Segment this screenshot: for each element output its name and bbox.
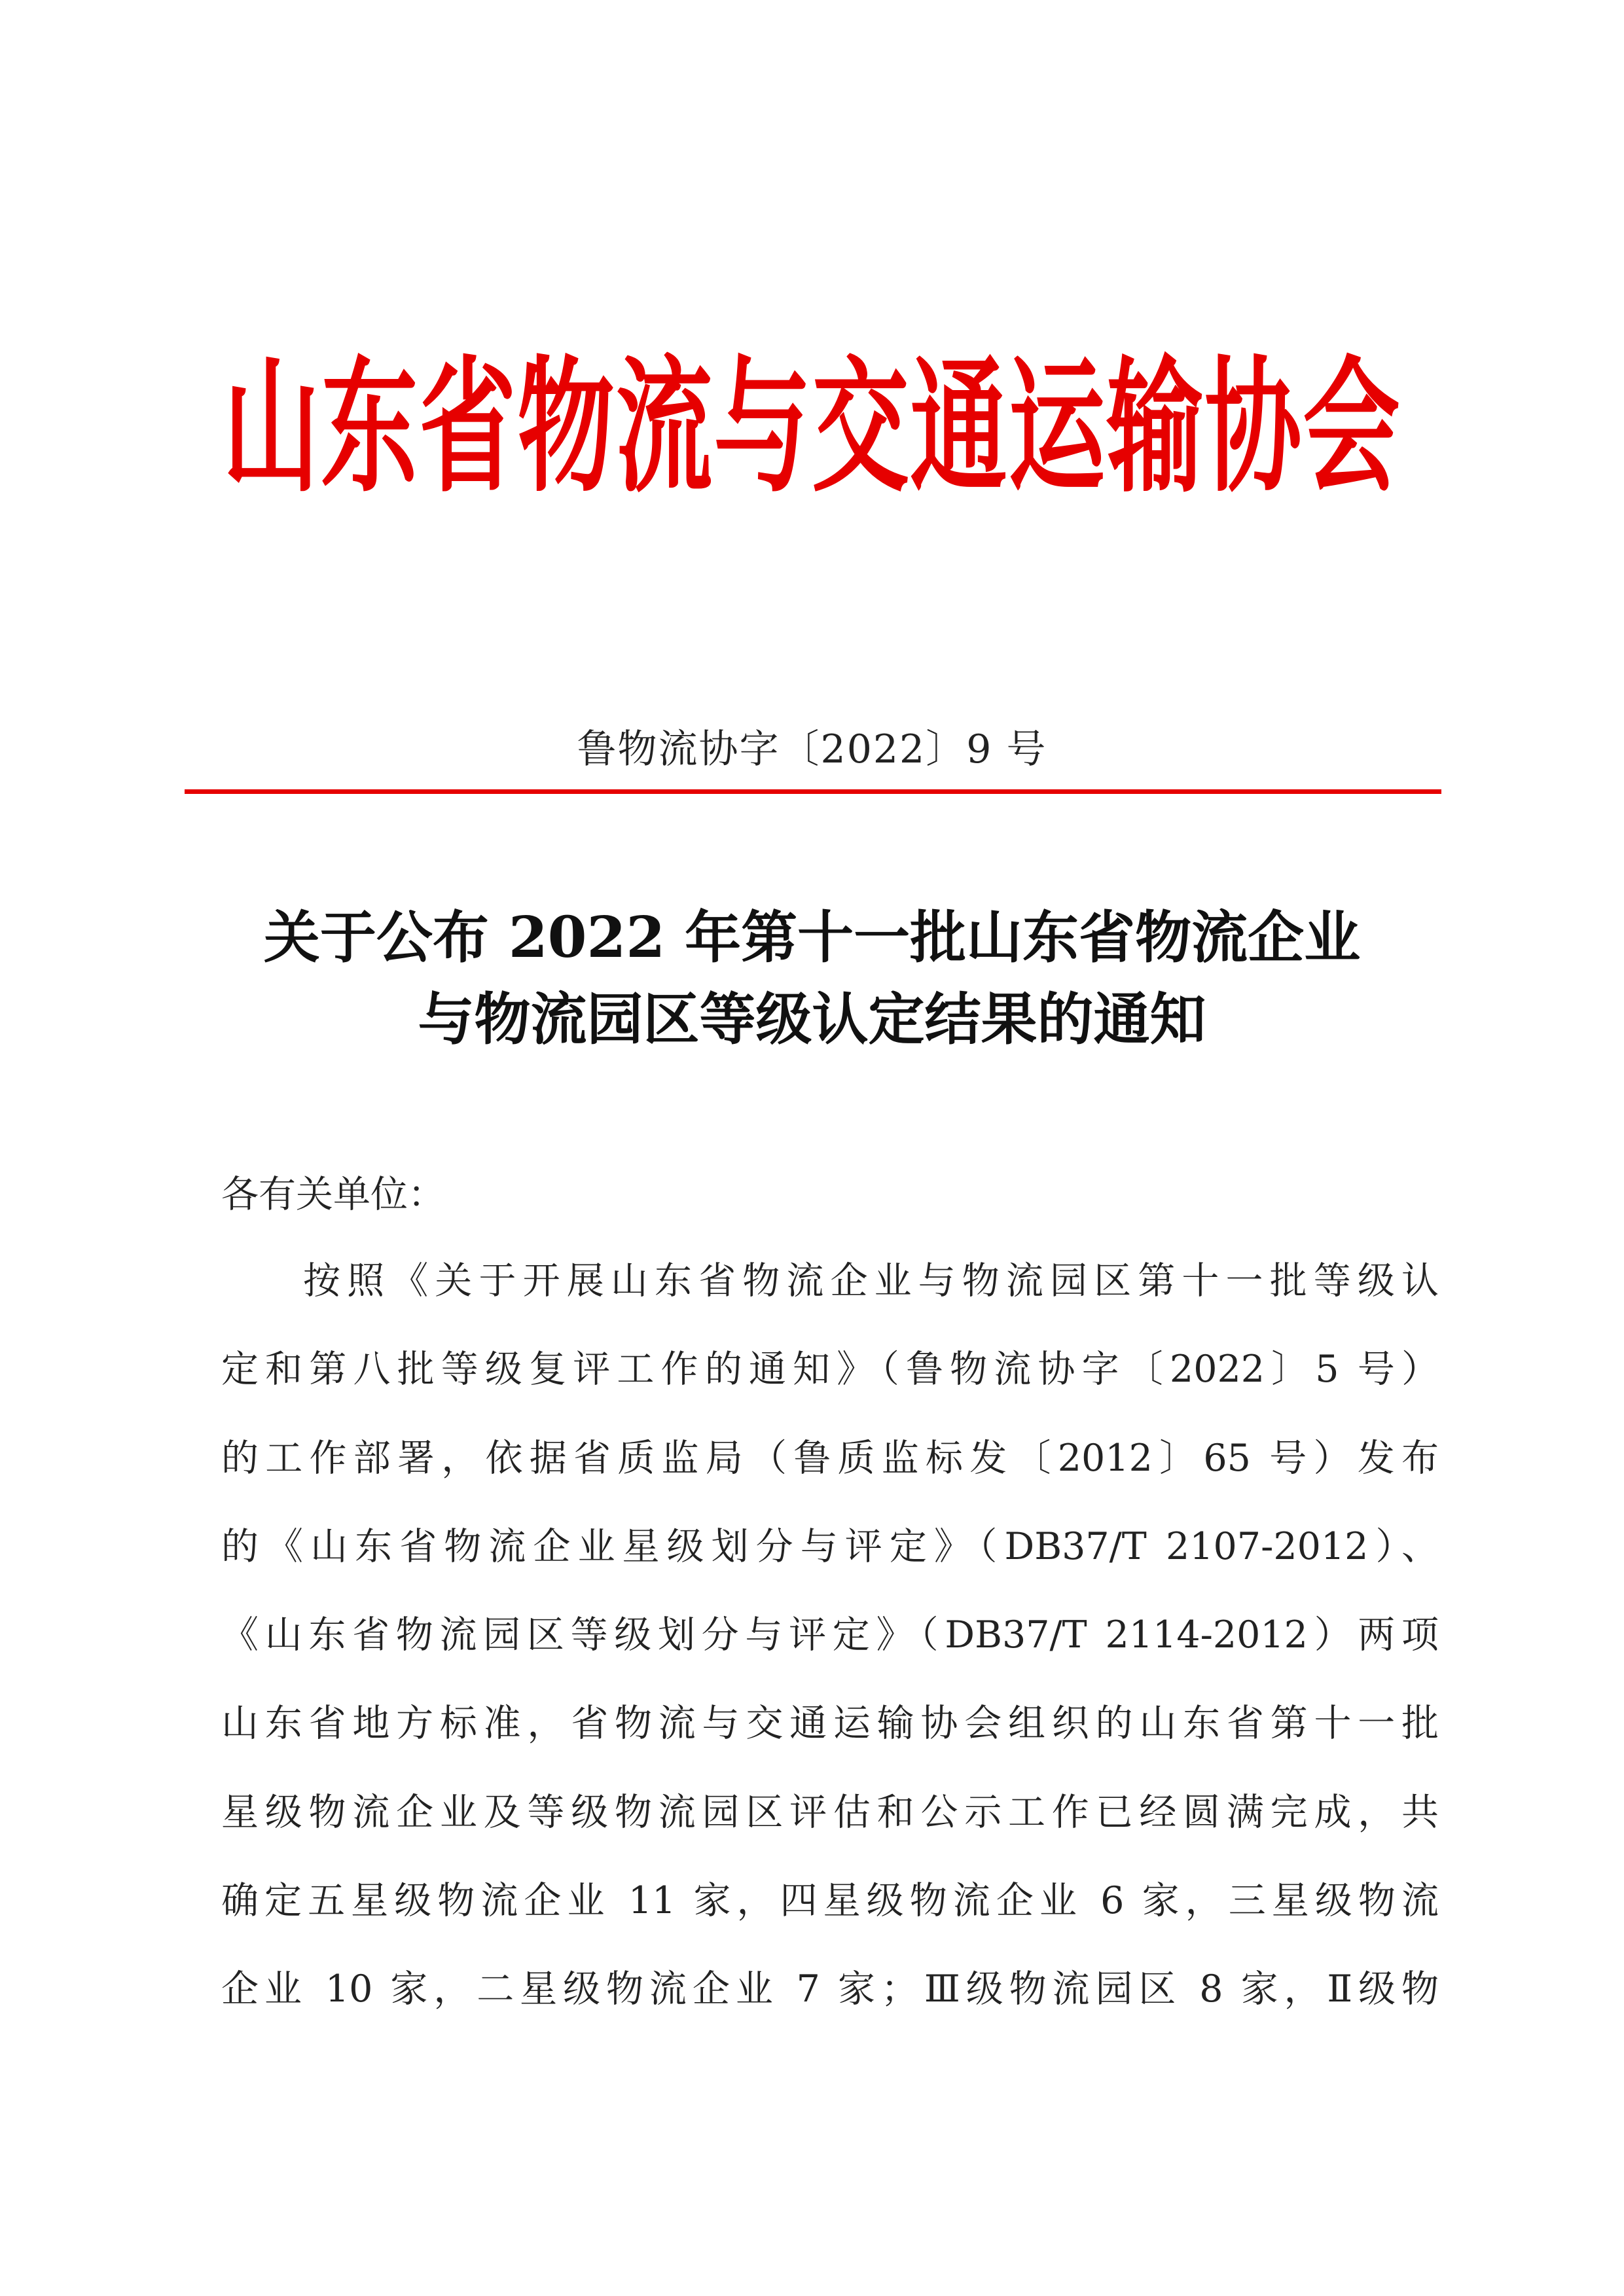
salutation: 各有关单位：: [221, 1173, 445, 1216]
document-title: [0, 897, 1624, 1060]
document-number: 鲁物流协字〔2022〕9 号: [577, 726, 1047, 772]
body-line: 《山东省物流园区等级划分与评定》（DB37/T 2114-2012）两项: [221, 1613, 1439, 1657]
body-paragraph: [221, 1255, 1439, 2052]
body-line: 的工作部署，依据省质监局（鲁质监标发〔2012〕65 号）发布: [221, 1436, 1439, 1480]
body-line: 星级物流企业及等级物流园区评估和公示工作已经圆满完成，共: [221, 1790, 1439, 1834]
body-line: 按照《关于开展山东省物流企业与物流园区第十一批等级认: [303, 1259, 1439, 1302]
red-divider-line: [185, 789, 1441, 794]
title-line-1: 关于公布 2022 年第十一批山东省物流企业: [263, 905, 1361, 971]
body-line: 的《山东省物流企业星级划分与评定》（DB37/T 2107-2012）、: [221, 1524, 1439, 1568]
organization-name: 山东省物流与交通运输协会: [223, 343, 1401, 512]
title-line-2: 与物流园区等级认定结果的通知: [418, 986, 1206, 1052]
organization-header: [0, 298, 1624, 533]
body-line: 定和第八批等级复评工作的通知》（鲁物流协字〔2022〕5 号）: [221, 1348, 1439, 1391]
body-line: 确定五星级物流企业 11 家，四星级物流企业 6 家，三星级物流: [221, 1879, 1439, 1923]
body-line: 山东省地方标准，省物流与交通运输协会组织的山东省第十一批: [221, 1702, 1439, 1746]
body-line: 企业 10 家，二星级物流企业 7 家；Ⅲ级物流园区 8 家，Ⅱ级物: [221, 1967, 1439, 2011]
